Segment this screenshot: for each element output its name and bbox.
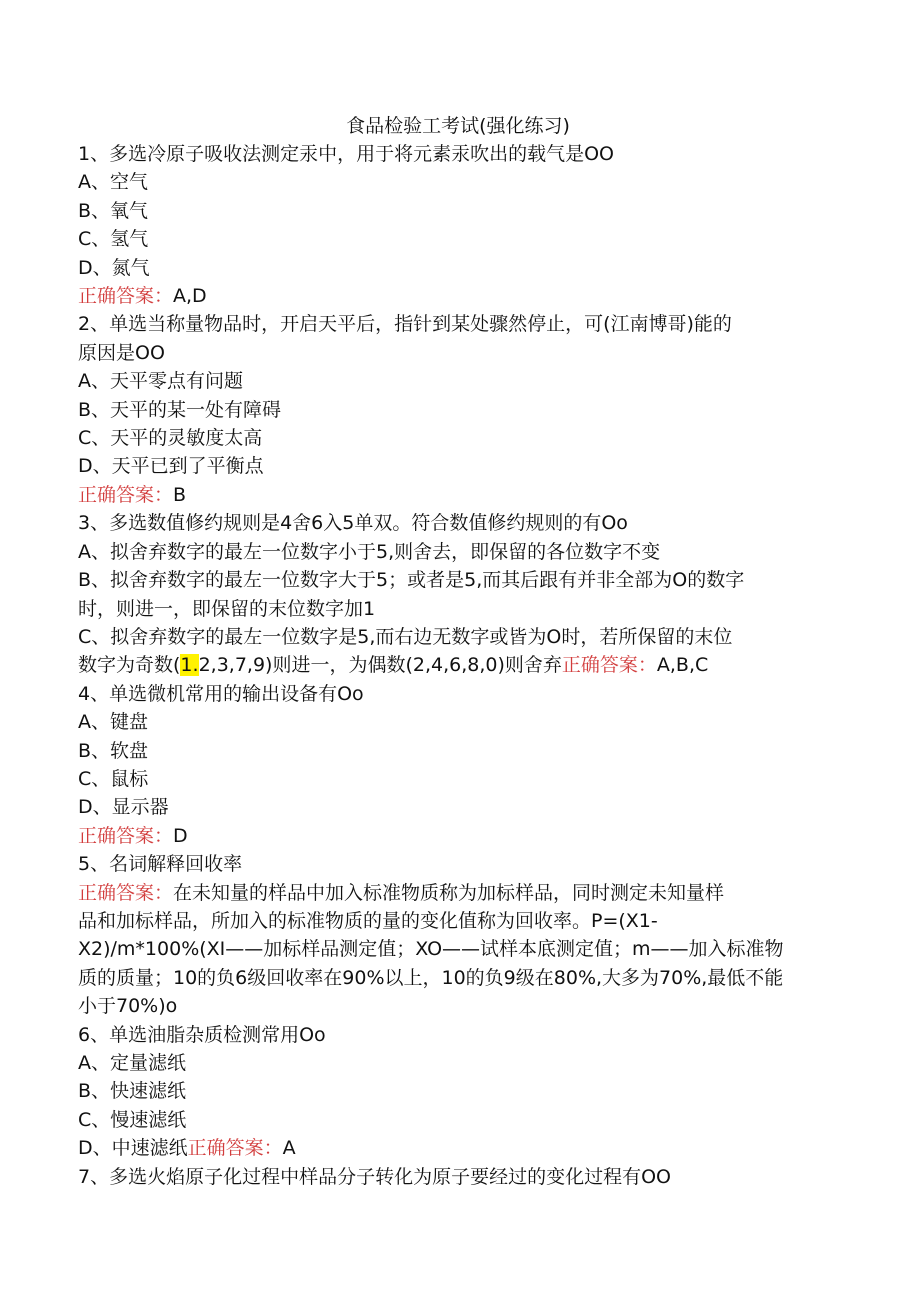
question-5-answer-line-2: 品和加标样品，所加入的标准物质的量的变化值称为回收率。P=(X1- bbox=[78, 909, 658, 932]
question-4-option-d: D、显示器 bbox=[78, 796, 169, 819]
question-3-option-b-line-2: 时，则进一，即保留的末位数字加1 bbox=[78, 597, 376, 620]
question-6-option-c: C、慢速滤纸 bbox=[78, 1108, 187, 1131]
highlighted-text: 1. bbox=[180, 654, 199, 677]
answer-value: A,B,C bbox=[656, 654, 709, 677]
answer-text: 在未知量的样品中加入标准物质称为加标样品，同时测定未知量样 bbox=[173, 881, 725, 904]
question-3-option-b-line-1: B、拟舍弃数字的最左一位数字大于5；或者是5,而其后跟有并非全部为O的数字 bbox=[78, 569, 745, 592]
question-2-option-a: A、天平零点有问题 bbox=[78, 370, 243, 393]
question-4-stem: 4、单选微机常用的输出设备有Oo bbox=[78, 682, 364, 705]
option-text: 数字为奇数( bbox=[78, 654, 181, 677]
document-title: 食品检验工考试(强化练习) bbox=[346, 115, 570, 137]
question-4-option-c: C、鼠标 bbox=[78, 767, 149, 790]
question-1-option-a: A、空气 bbox=[78, 171, 148, 194]
answer-value: B bbox=[173, 483, 187, 506]
answer-label: 正确答案： bbox=[561, 654, 657, 677]
question-3-stem: 3、多选数值修约规则是4舍6入5单双。符合数值修约规则的有Oo bbox=[78, 512, 628, 535]
answer-label: 正确答案： bbox=[78, 824, 174, 847]
question-1-option-c: C、氢气 bbox=[78, 228, 149, 251]
answer-label: 正确答案： bbox=[187, 1137, 283, 1160]
question-1-stem: 1、多选冷原子吸收法测定汞中，用于将元素汞吹出的载气是OO bbox=[78, 143, 615, 165]
question-5-stem: 5、名词解释回收率 bbox=[78, 853, 243, 876]
answer-label: 正确答案： bbox=[78, 285, 174, 308]
answer-value: A bbox=[282, 1137, 296, 1160]
question-4-answer bbox=[78, 822, 838, 850]
question-6-option-a: A、定量滤纸 bbox=[78, 1052, 186, 1074]
question-2-option-d: D、天平已到了平衡点 bbox=[78, 455, 264, 478]
answer-value: A,D bbox=[173, 285, 207, 308]
question-2-stem-line-2: 原因是OO bbox=[78, 341, 165, 364]
option-text: 2,3,7,9)则进一，为偶数(2,4,6,8,0)则舍弃 bbox=[198, 654, 562, 677]
question-5-answer-line-3: X2)∕m*100%(XI——加标样品测定值；XO——试样本底测定值；m——加入标准物 bbox=[78, 938, 784, 961]
answer-label: 正确答案： bbox=[78, 483, 174, 506]
question-6-option-d bbox=[78, 1134, 838, 1162]
document-page bbox=[78, 112, 838, 1191]
answer-label: 正确答案： bbox=[78, 881, 174, 904]
answer-value: D bbox=[173, 824, 188, 847]
question-4-option-b: B、软盘 bbox=[78, 739, 149, 762]
question-5-answer-line-1 bbox=[78, 879, 838, 907]
question-3-option-a: A、拟舍弃数字的最左一位数字小于5,则舍去，即保留的各位数字不变 bbox=[78, 540, 661, 563]
question-6-stem: 6、单选油脂杂质检测常用Oo bbox=[78, 1023, 326, 1046]
question-7-stem: 7、多选火焰原子化过程中样品分子转化为原子要经过的变化过程有OO bbox=[78, 1165, 672, 1188]
question-1-answer bbox=[78, 282, 838, 310]
question-2-stem-line-1: 2、单选当称量物品时，开启天平后，指针到某处骤然停止，可(江南博哥)能的 bbox=[78, 313, 732, 336]
question-2-option-c: C、天平的灵敏度太高 bbox=[78, 427, 263, 450]
question-2-option-b: B、天平的某一处有障碍 bbox=[78, 398, 282, 421]
question-2-answer bbox=[78, 481, 838, 509]
question-6-option-b: B、快速滤纸 bbox=[78, 1080, 187, 1103]
question-5-answer-line-4: 质的质量；10的负6级回收率在90%以上，10的负9级在80%,大多为70%,最低不能 bbox=[78, 966, 784, 989]
option-text: D、中速滤纸 bbox=[78, 1137, 188, 1160]
question-1-option-b: B、氧气 bbox=[78, 199, 149, 222]
question-3-option-c-line-2 bbox=[78, 651, 838, 679]
question-1-option-d: D、氮气 bbox=[78, 256, 150, 279]
question-5-answer-line-5: 小于70%)o bbox=[78, 995, 178, 1018]
question-3-option-c-line-1: C、拟舍弃数字的最左一位数字是5,而右边无数字或皆为O时，若所保留的末位 bbox=[78, 625, 733, 648]
question-4-option-a: A、键盘 bbox=[78, 711, 148, 734]
